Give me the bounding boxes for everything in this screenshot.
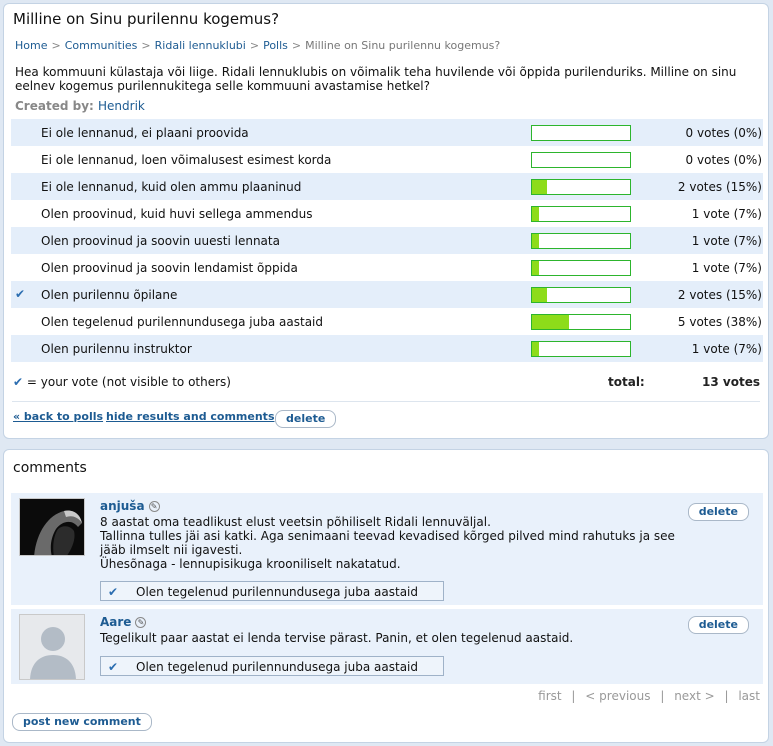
vote-bar-fill bbox=[532, 234, 539, 248]
breadcrumb-communities[interactable]: Communities bbox=[64, 39, 138, 52]
vote-bar bbox=[531, 125, 631, 141]
vote-count: 1 vote (7%) bbox=[691, 261, 762, 275]
option-label: Olen purilennu õpilane bbox=[41, 288, 178, 302]
poll-option-row bbox=[11, 173, 763, 200]
option-label: Ei ole lennanud, ei plaani proovida bbox=[41, 126, 249, 140]
poll-option-row bbox=[11, 119, 763, 146]
vote-bar bbox=[531, 152, 631, 168]
comment-vote-text: Olen tegelenud purilennundusega juba aastaid bbox=[136, 585, 418, 599]
vote-count: 5 votes (38%) bbox=[677, 315, 762, 329]
pager-separator: | bbox=[660, 689, 665, 703]
breadcrumb-separator: > bbox=[141, 39, 151, 52]
default-avatar-icon bbox=[20, 615, 85, 680]
vote-bar-fill bbox=[532, 207, 539, 221]
divider bbox=[12, 401, 760, 402]
vote-bar bbox=[531, 287, 631, 303]
vote-bar bbox=[531, 341, 631, 357]
vote-bar-fill bbox=[532, 315, 569, 329]
page-title: Milline on Sinu purilennu kogemus? bbox=[13, 10, 280, 28]
vote-count: 2 votes (15%) bbox=[677, 288, 762, 302]
vote-bar-fill bbox=[532, 261, 539, 275]
author-name[interactable]: Aare bbox=[100, 615, 132, 629]
avatar[interactable] bbox=[19, 614, 85, 680]
delete-poll-button[interactable]: delete bbox=[275, 410, 336, 428]
comments-heading: comments bbox=[13, 460, 87, 476]
option-label: Ei ole lennanud, kuid olen ammu plaaninud bbox=[41, 180, 302, 194]
total-votes: 13 votes bbox=[702, 375, 760, 389]
check-icon: ✔ bbox=[13, 375, 24, 389]
comment-vote bbox=[100, 581, 444, 601]
created-by-label: Created by: bbox=[15, 99, 94, 113]
vote-bar bbox=[531, 314, 631, 330]
hide-results-link[interactable]: hide results and comments bbox=[106, 410, 275, 423]
vote-count: 0 votes (0%) bbox=[685, 126, 762, 140]
pager-next[interactable]: next > bbox=[674, 689, 715, 703]
option-label: Olen purilennu instruktor bbox=[41, 342, 192, 356]
option-label: Olen proovinud ja soovin uuesti lennata bbox=[41, 234, 280, 248]
breadcrumb-current: Milline on Sinu purilennu kogemus? bbox=[305, 39, 501, 52]
check-icon: ✔ bbox=[15, 287, 26, 301]
pager-previous[interactable]: < previous bbox=[585, 689, 651, 703]
vote-bar-fill bbox=[532, 288, 547, 302]
comment-text bbox=[100, 631, 700, 645]
vote-count: 1 vote (7%) bbox=[691, 234, 762, 248]
pager-last[interactable]: last bbox=[738, 689, 760, 703]
poll-option-row bbox=[11, 254, 763, 281]
vote-count: 1 vote (7%) bbox=[691, 207, 762, 221]
poll-description: Hea kommuuni külastaja või liige. Ridali lennuklubis on võimalik teha huvilende või õppida purilenduriks. Milline on sinu eelnev kogemus purilennukitega selle kommuuni avastamise hetkel? bbox=[15, 65, 737, 93]
avatar[interactable] bbox=[19, 498, 85, 556]
poll-option-row bbox=[11, 308, 763, 335]
comment-vote-text: Olen tegelenud purilennundusega juba aastaid bbox=[136, 660, 418, 674]
edit-icon[interactable]: ✎ bbox=[135, 617, 146, 628]
breadcrumb-club[interactable]: Ridali lennuklubi bbox=[154, 39, 246, 52]
breadcrumb-separator: > bbox=[249, 39, 260, 52]
post-new-comment-button[interactable]: post new comment bbox=[12, 713, 152, 731]
comment-author bbox=[100, 615, 146, 629]
vote-count: 1 vote (7%) bbox=[691, 342, 762, 356]
comment-line: Ühesõnaga - lennupisikuga krooniliselt nakatatud. bbox=[100, 557, 401, 571]
comment bbox=[11, 609, 763, 684]
poll-option-row bbox=[11, 227, 763, 254]
poll-option-row bbox=[11, 146, 763, 173]
vote-bar-fill bbox=[532, 180, 547, 194]
comment-text bbox=[100, 515, 700, 571]
vote-bar bbox=[531, 260, 631, 276]
pagination bbox=[532, 689, 760, 703]
poll-panel bbox=[3, 3, 769, 439]
edit-icon[interactable]: ✎ bbox=[149, 501, 160, 512]
comment-line: Tegelikult paar aastat ei lenda tervise pärast. Panin, et olen tegelenud aastaid. bbox=[100, 631, 574, 645]
comment-line: 8 aastat oma teadlikust elust veetsin põhiliselt Ridali lennuväljal. bbox=[100, 515, 491, 529]
check-icon: ✔ bbox=[108, 585, 119, 599]
breadcrumb-polls[interactable]: Polls bbox=[263, 39, 288, 52]
avatar-photo bbox=[20, 499, 85, 556]
poll-options bbox=[11, 119, 763, 362]
option-label: Olen tegelenud purilennundusega juba aastaid bbox=[41, 315, 323, 329]
comments-panel bbox=[3, 449, 769, 743]
comment bbox=[11, 493, 763, 605]
comment-vote bbox=[100, 656, 444, 676]
option-label: Olen proovinud, kuid huvi sellega ammendus bbox=[41, 207, 313, 221]
pager-separator: | bbox=[571, 689, 576, 703]
option-label: Olen proovinud ja soovin lendamist õppida bbox=[41, 261, 298, 275]
vote-bar bbox=[531, 206, 631, 222]
comment-line: Tallinna tulles jäi asi katki. Aga senimaani teevad kevadised kõrged pilved mind rahutuks ja see jääb ilmselt nii igavesti. bbox=[100, 529, 675, 557]
comment-author bbox=[100, 499, 160, 513]
created-by bbox=[15, 99, 145, 113]
vote-count: 2 votes (15%) bbox=[677, 180, 762, 194]
creator-link[interactable]: Hendrik bbox=[98, 99, 145, 113]
pager-separator: | bbox=[724, 689, 729, 703]
poll-option-row bbox=[11, 281, 763, 308]
delete-comment-button[interactable]: delete bbox=[688, 503, 749, 521]
breadcrumb-separator: > bbox=[51, 39, 61, 52]
vote-count: 0 votes (0%) bbox=[685, 153, 762, 167]
vote-bar bbox=[531, 233, 631, 249]
legend-text: = your vote (not visible to others) bbox=[26, 375, 231, 389]
option-label: Ei ole lennanud, loen võimalusest esimest korda bbox=[41, 153, 332, 167]
poll-option-row bbox=[11, 335, 763, 362]
vote-legend bbox=[13, 375, 231, 389]
vote-bar-fill bbox=[532, 342, 539, 356]
author-name[interactable]: anjuša bbox=[100, 499, 145, 513]
breadcrumb bbox=[15, 39, 500, 52]
breadcrumb-home[interactable]: Home bbox=[15, 39, 48, 52]
pager-first[interactable]: first bbox=[538, 689, 562, 703]
back-to-polls-link[interactable]: « back to polls bbox=[13, 410, 104, 423]
check-icon: ✔ bbox=[108, 660, 119, 674]
delete-comment-button[interactable]: delete bbox=[688, 616, 749, 634]
total-label: total: bbox=[608, 375, 645, 389]
vote-bar bbox=[531, 179, 631, 195]
poll-option-row bbox=[11, 200, 763, 227]
breadcrumb-separator: > bbox=[291, 39, 302, 52]
